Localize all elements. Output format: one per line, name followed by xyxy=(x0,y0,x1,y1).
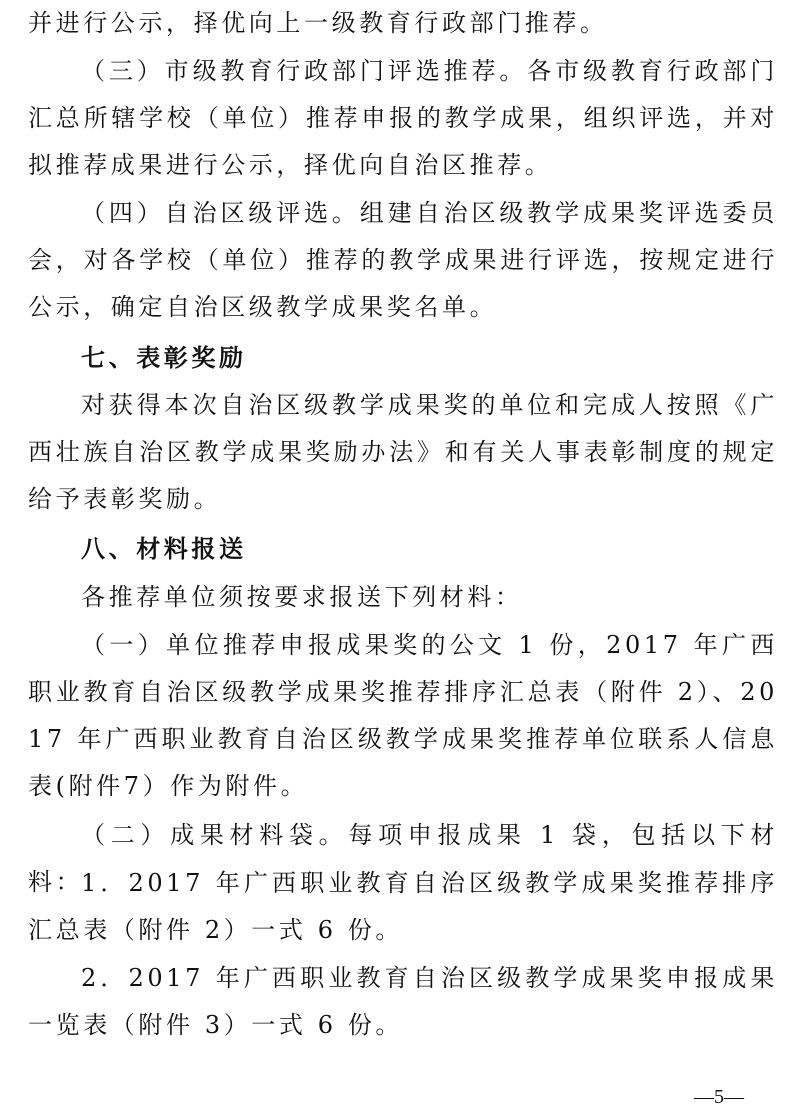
paragraph-materials-item-2: （二）成果材料袋。每项申报成果 1 袋，包括以下材料： xyxy=(28,821,778,896)
paragraph-materials-intro: 各推荐单位须按要求报送下列材料： xyxy=(81,583,523,611)
page-number: —5— xyxy=(694,1086,744,1108)
section-heading-materials: 八、材料报送 xyxy=(81,535,247,563)
paragraph-publicity-recommend: 并进行公示，择优向上一级教育行政部门推荐。 xyxy=(28,9,608,37)
paragraph-city-level-selection: （三）市级教育行政部门评选推荐。各市级教育行政部门汇总所辖学校（单位）推荐申报的教学成果，组织评选，并对拟推荐成果进行公示，择优向自治区推荐。 xyxy=(28,57,778,179)
section-heading-awards: 七、表彰奖励 xyxy=(81,344,247,372)
list-item-overview-table: 2．2017 年广西职业教育自治区级教学成果奖申报成果一览表（附件 3）一式 6 份。 xyxy=(28,964,778,1039)
paragraph-awards: 对获得本次自治区级教学成果奖的单位和完成人按照《广西壮族自治区教学成果奖励办法》和有关人事表彰制度的规定给予表彰奖励。 xyxy=(28,391,778,513)
paragraph-region-level-selection: （四）自治区级评选。组建自治区级教学成果奖评选委员会，对各学校（单位）推荐的教学成果进行评选，按规定进行公示，确定自治区级教学成果奖名单。 xyxy=(28,199,778,321)
list-item-summary-table: 1．2017 年广西职业教育自治区级教学成果奖推荐排序汇总表（附件 2）一式 6 份。 xyxy=(28,869,778,944)
paragraph-materials-item-1: （一）单位推荐申报成果奖的公文 1 份，2017 年广西职业教育自治区级教学成果奖推荐排序汇总表（附件 2）、2017 年广西职业教育自治区级教学成果奖推荐单位联系人信息表(附件7）作为附件。 xyxy=(28,631,778,800)
